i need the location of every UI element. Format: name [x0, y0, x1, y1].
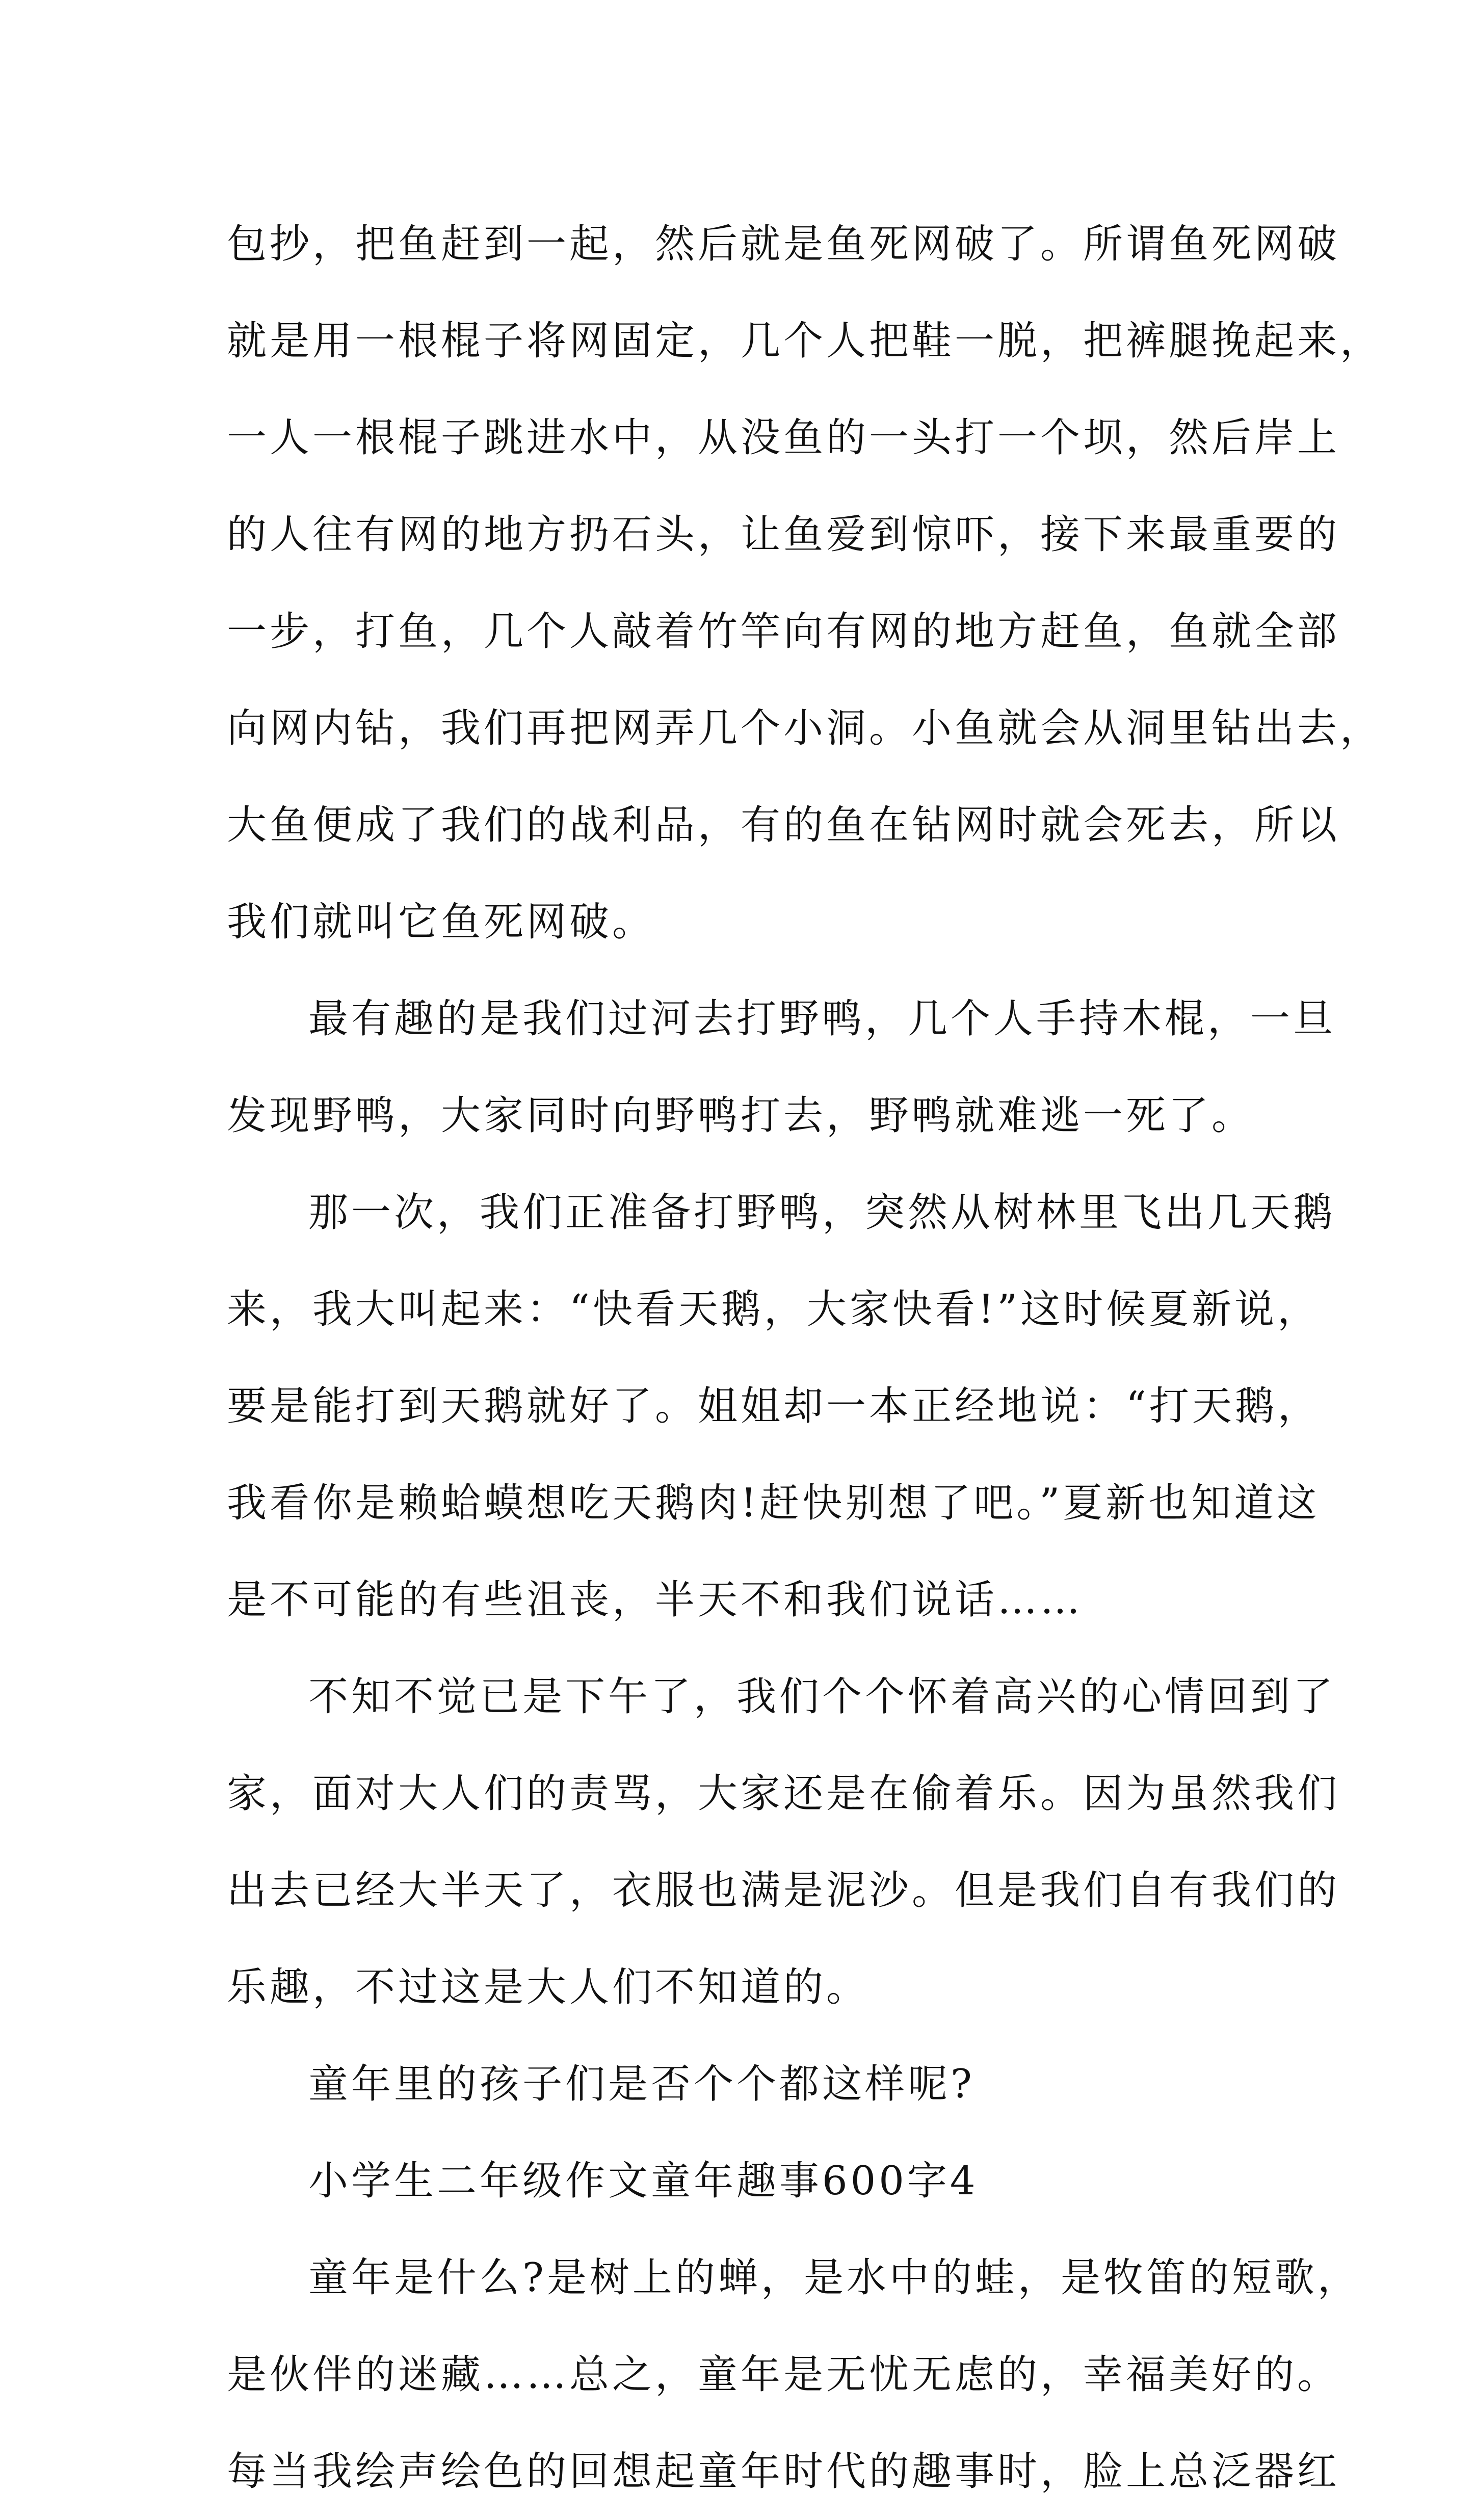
body-text [227, 196, 1383, 2520]
text-line: 来，我大叫起来：“快看天鹅，大家快看!”这时候夏新说， [227, 1287, 1321, 1332]
text-line: 我们就叫它鱼死网破。 [227, 899, 655, 945]
text-line: 一步，打鱼，几个人敲着竹竿向有网的地方赶鱼，鱼就全部 [227, 609, 1340, 654]
text-line: 家，面对大人们的责骂，大家还是在偷着乐。因为虽然我们 [227, 1771, 1340, 1817]
paragraph-start-line: 最有趣的是我们过河去打野鸭，几个人手持木棍，一旦 [308, 996, 1336, 1042]
text-line: 一人一根棍子跳进水中，从没鱼的一头打一个坝，然后岸上 [227, 415, 1340, 461]
text-line: 大鱼便成了我们的战利品，有的鱼在钻网时就会死去，所以 [227, 802, 1340, 848]
paragraph-start-line: 童年是什么?是树上的蝉，是水中的蛙，是牧笛的短歌， [308, 2255, 1360, 2301]
text-line: 每当我绘声绘色的回想起童年时代的趣事时，脸上总泛器红 [227, 2449, 1340, 2495]
text-line: 发现野鸭，大家同时向野鸭打去，野鸭就难逃一死了。 [227, 1093, 1255, 1139]
paragraph-start-line: 不知不觉已是下午了，我们个个怀着高兴的心情回到了 [308, 1674, 1336, 1720]
text-line: 的人往有网的地方扔石头，让鱼爱到惊吓，接下来最重要的 [227, 512, 1340, 558]
text-line: 是不可能的有些沮丧，半天不和我们说话…… [227, 1577, 1084, 1623]
text-line: 就是用一根棍子将网固定，几个人把鞋一脱，把裤腿挽起来， [227, 318, 1383, 364]
paragraph-start-line: 那一次，我们正准备打野鸭，突然从树林里飞出几天鹅 [308, 1190, 1336, 1236]
text-line: 乐趣，不过这是大人们不知道的。 [227, 1964, 870, 2010]
section-heading: 小学生二年级作文童年趣事600字4 [308, 2158, 979, 2204]
paragraph-start-line: 童年里的孩子们是否个个都这样呢? [308, 2061, 975, 2107]
text-line: 是伙伴的迷藏……总之，童年是无忧无虑的，幸福美好的。 [227, 2352, 1340, 2398]
text-line: 包抄，把鱼赶到一起，然后就是鱼死网破了。所谓鱼死网破 [227, 221, 1340, 267]
text-line: 要是能打到天鹅就好了。姐姐却一本正经地说：“打天鹅， [227, 1383, 1321, 1429]
text-line: 向网内钻，我们再把网弄几个小洞。小鱼就会从洞里钻出去， [227, 705, 1383, 751]
text-line: 出去已经大半天了，衣服也满是泥沙。但是我们自有我们的 [227, 1868, 1340, 1913]
text-line: 我看你是赖蛤蟆想吃天鹅肉!赶快别想了吧。”夏新也知道这 [227, 1480, 1320, 1526]
